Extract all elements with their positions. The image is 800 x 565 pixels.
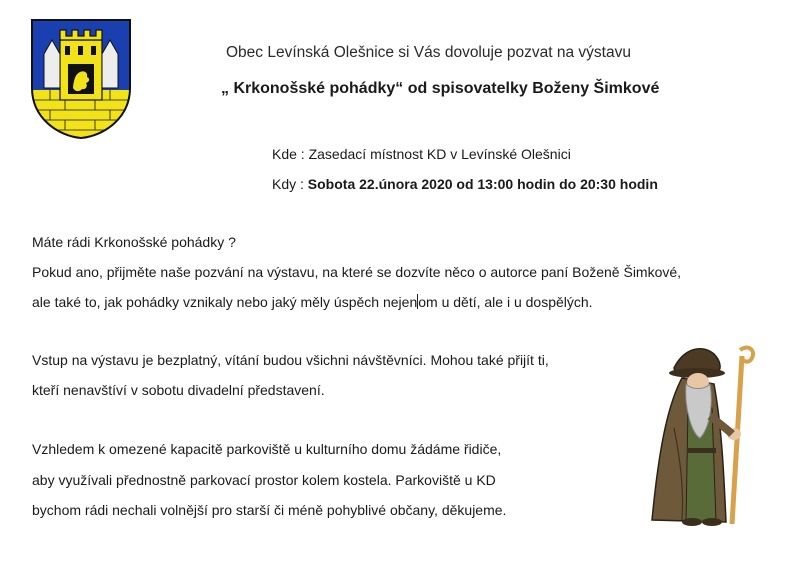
body-paragraph-3-line-1: Vzhledem k omezené kapacitě parkoviště u kulturního domu žádáme řidiče, bbox=[32, 441, 502, 457]
body-paragraph-3-line-3: bychom rádi nechali volnější pro starší či méně pohyblivé občany, děkujeme. bbox=[32, 502, 507, 518]
body-paragraph-1-line-1: Máte rádi Krkonošské pohádky ? bbox=[32, 234, 236, 250]
where-value: Zasedací místnost KD v Levínské Olešnici bbox=[308, 146, 571, 162]
body-paragraph-2-line-2: kteří nenavštíví v sobotu divadelní představení. bbox=[32, 382, 325, 398]
line-3-end: om u dětí, ale i u dospělých. bbox=[418, 294, 593, 310]
where-label: Kde : bbox=[272, 146, 305, 162]
body-paragraph-1-line-2: Pokud ano, přijměte naše pozvání na výstavu, na které se dozvíte něco o autorce paní Boženě Šimkové, bbox=[32, 264, 682, 280]
body-paragraph-3-line-2: aby využívali přednostně parkovací prostor kolem kostela. Parkoviště u KD bbox=[32, 472, 496, 488]
when-label: Kdy : bbox=[272, 176, 304, 192]
invitation-heading: Obec Levínská Olešnice si Vás dovoluje pozvat na výstavu bbox=[226, 44, 631, 61]
village-coat-of-arms bbox=[30, 18, 132, 140]
krakonos-illustration bbox=[644, 338, 762, 528]
line-3-start: ale také to, jak pohádky vznikaly nebo jaký měly úspěch nejen bbox=[32, 294, 418, 310]
when-value: Sobota 22.února 2020 od 13:00 hodin do 20:30 hodin bbox=[307, 176, 658, 192]
exhibition-title: „ Krkonošské pohádky“ od spisovatelky Boženy Šimkové bbox=[221, 80, 660, 97]
where-line bbox=[272, 146, 571, 162]
when-line bbox=[272, 176, 658, 192]
body-paragraph-1-line-3 bbox=[32, 294, 593, 310]
body-paragraph-2-line-1: Vstup na výstavu je bezplatný, vítání budou všichni návštěvníci. Mohou také přijít ti, bbox=[32, 352, 549, 368]
